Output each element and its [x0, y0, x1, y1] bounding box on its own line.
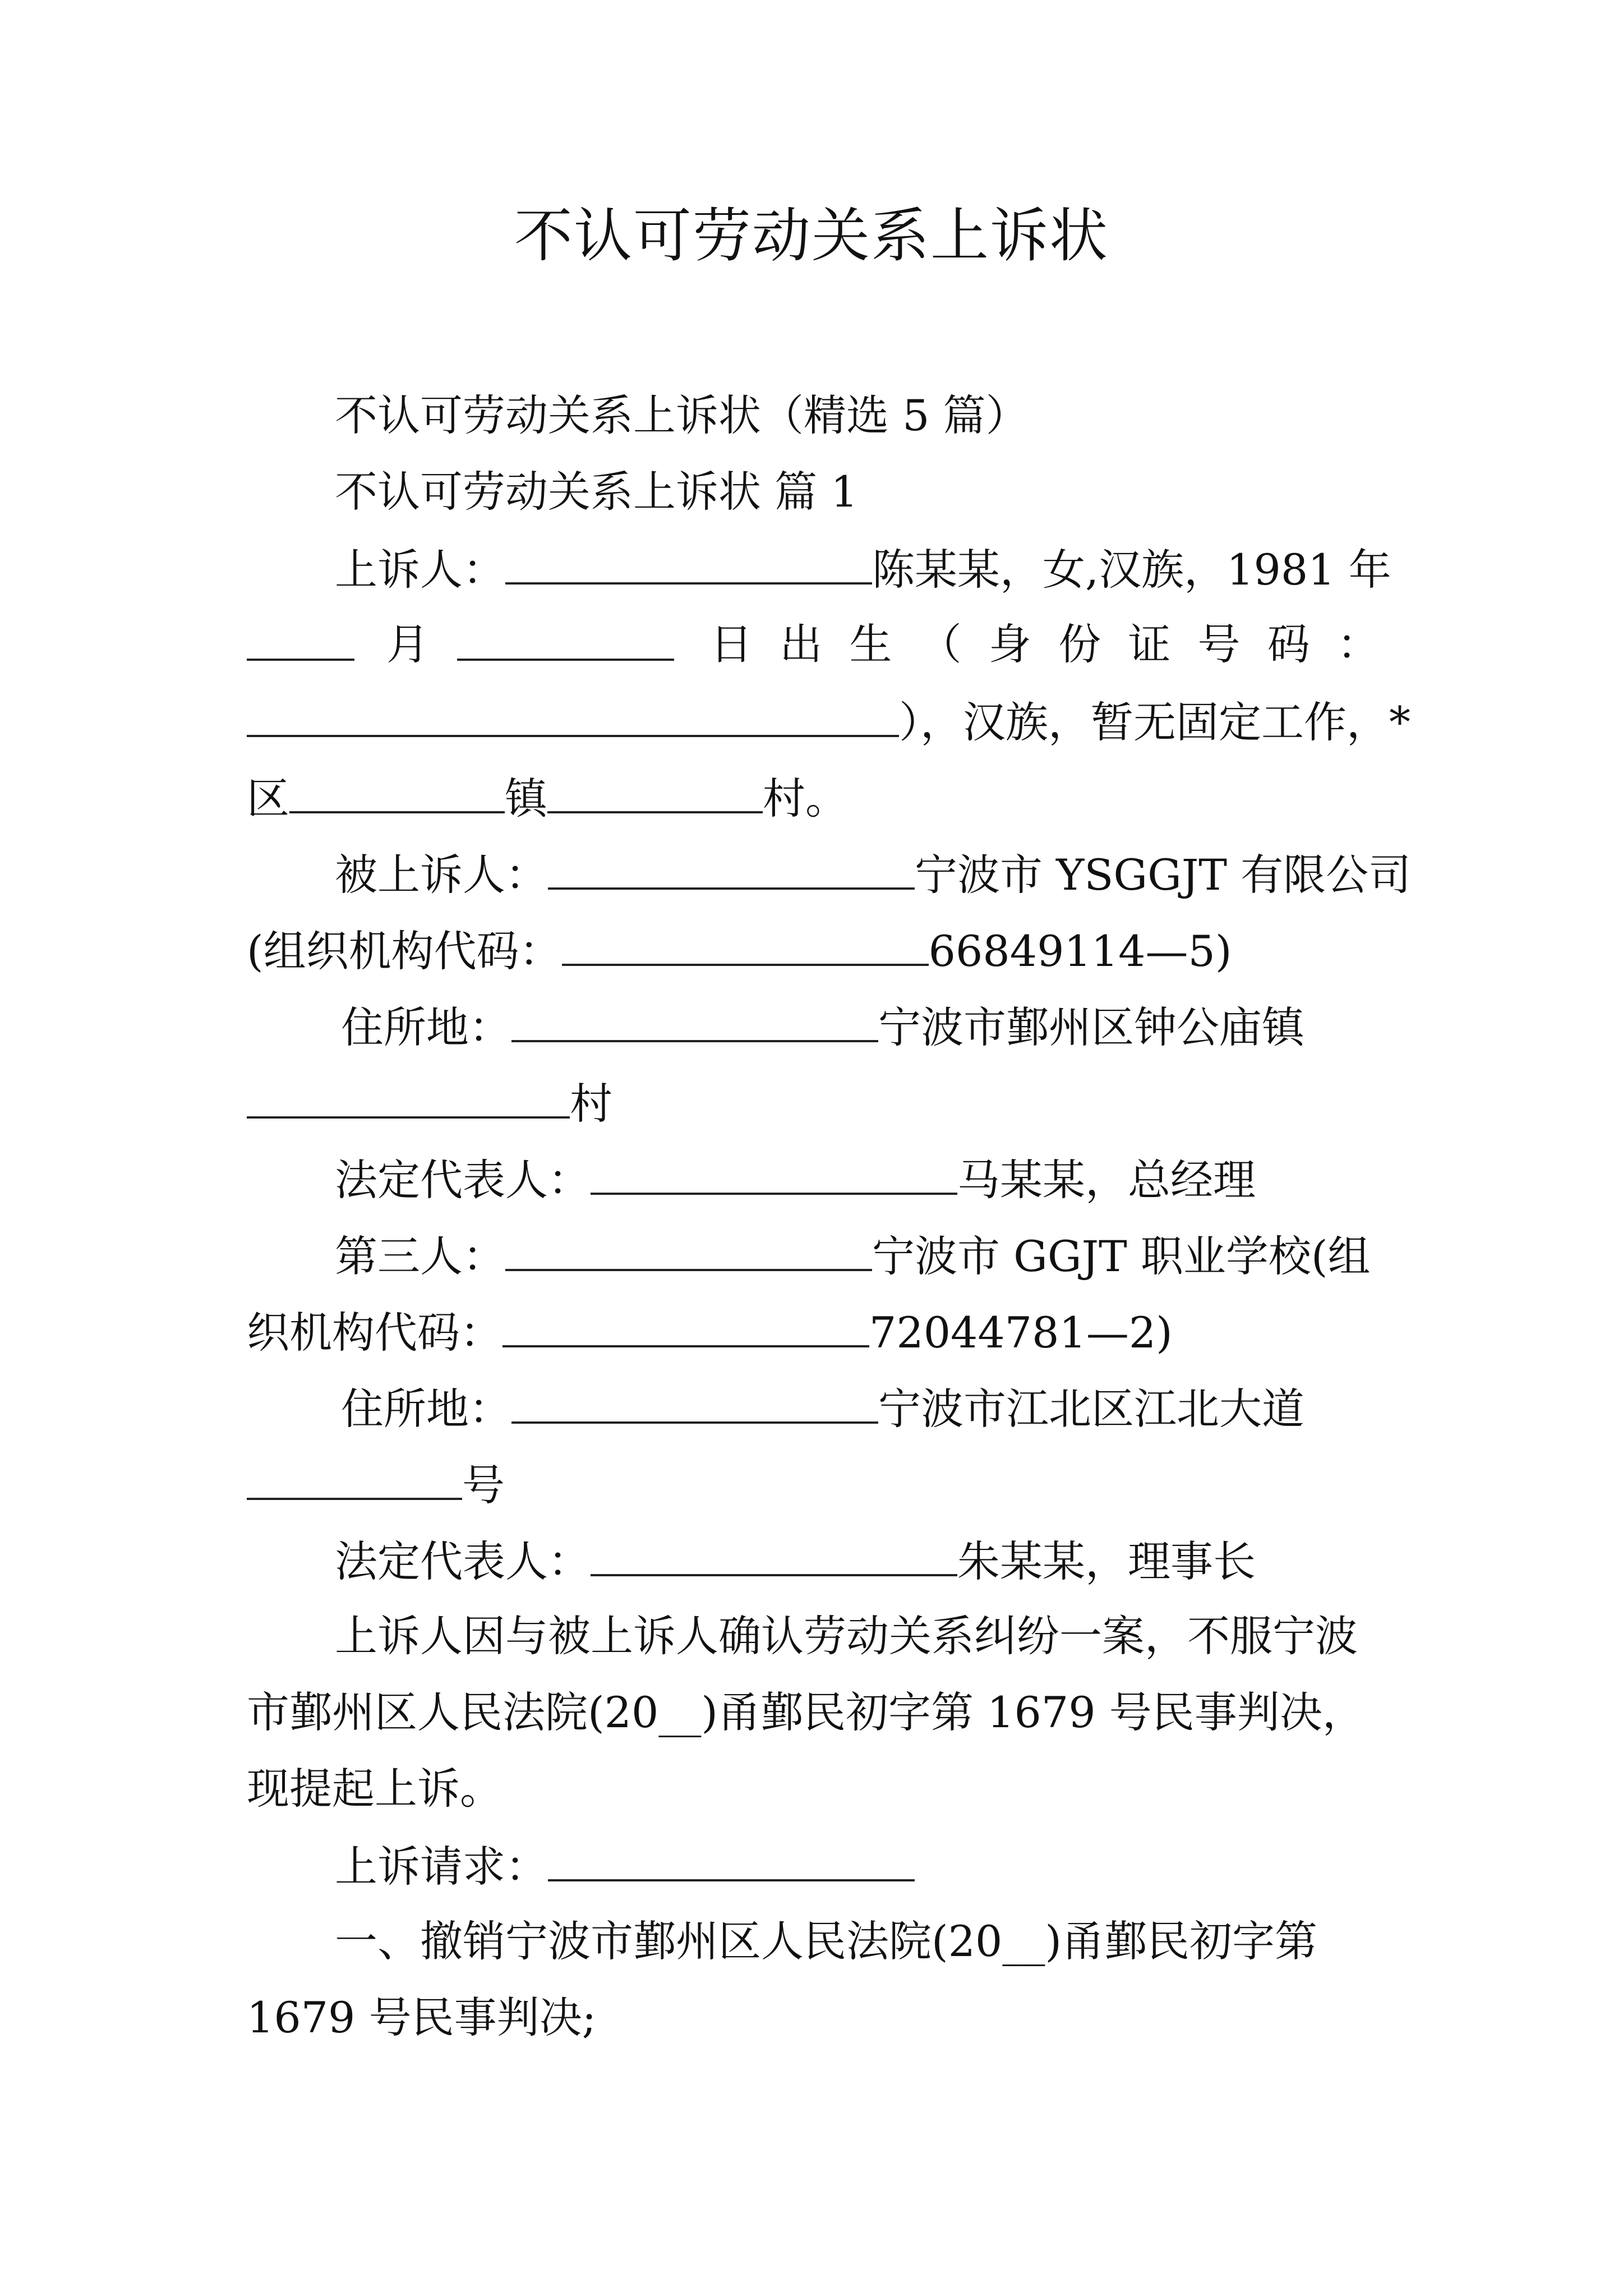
blank-field: [247, 1071, 570, 1119]
paragraph-line: 市鄞州区人民法院(20__)甬鄞民初字第 1679 号民事判决，: [247, 1687, 1365, 1737]
legal-rep2-text: 朱某某，理事长: [957, 1536, 1256, 1586]
blank-field: [505, 537, 872, 585]
residence2-tail-line: [247, 1453, 505, 1515]
blank-field: [511, 995, 878, 1042]
paragraph-line: 上诉人因与被上诉人确认劳动关系纠纷一案，不服宁波: [335, 1611, 1358, 1661]
org-code-line: [247, 919, 1232, 981]
id-tail: ），汉族，暂无固定工作，*: [899, 697, 1410, 747]
char: 号: [1197, 619, 1241, 669]
residence2-tail: 号: [462, 1460, 505, 1510]
blank-field: [547, 766, 763, 813]
appellant-line: [335, 537, 1391, 599]
birth-line: [710, 614, 1380, 675]
blank-field: [505, 1224, 872, 1271]
blank-field: [548, 1834, 915, 1881]
third-code-line: [247, 1300, 1173, 1362]
blank-field: [457, 614, 674, 661]
char: 证: [1128, 619, 1171, 669]
blank-field: [548, 843, 915, 890]
residence2-label: 住所地：: [341, 1384, 511, 1434]
blank-field: [511, 1377, 878, 1424]
char: 码: [1267, 619, 1310, 669]
document-title: 不认可劳动关系上诉状: [514, 201, 1109, 270]
blank-field: [591, 1148, 957, 1195]
residence2-text: 宁波市江北区江北大道: [878, 1384, 1304, 1434]
village-label: 村。: [763, 774, 848, 823]
appellant-label: 上诉人：: [335, 545, 505, 595]
char: 身: [988, 619, 1031, 669]
district-label: 区: [247, 774, 289, 823]
blank-field: [289, 766, 505, 813]
blank-field: [591, 1529, 957, 1576]
blank-field: [247, 690, 899, 737]
residence-label: 住所地：: [341, 1002, 511, 1052]
appellant-info: 陈某某，女,汉族，1981 年: [872, 545, 1391, 595]
char: 日: [710, 619, 753, 669]
appellee-name: 宁波市 YSGGJT 有限公司: [915, 850, 1412, 900]
legal-rep2-line: [335, 1529, 1256, 1591]
third-code-label: 织机构代码：: [247, 1308, 502, 1358]
blank-field: [247, 1453, 462, 1500]
residence-tail: 村: [570, 1079, 612, 1129]
town-label: 镇: [505, 774, 547, 823]
section-heading: 不认可劳动关系上诉状 篇 1: [335, 467, 858, 517]
char: 份: [1058, 619, 1101, 669]
residence-text: 宁波市鄞州区钟公庙镇: [878, 1002, 1304, 1052]
legal-rep-text: 马某某，总经理: [957, 1155, 1256, 1205]
subtitle: 不认可劳动关系上诉状（精选 5 篇）: [335, 390, 1029, 440]
blank-field: [562, 919, 929, 966]
id-line: [247, 690, 1410, 752]
month-label: 月: [386, 619, 429, 669]
blank-day: [457, 614, 674, 675]
appellee-label: 被上诉人：: [335, 850, 548, 900]
char: 出: [780, 619, 823, 669]
legal-rep-line: [335, 1148, 1256, 1209]
request-item-line: 一、撤销宁波市鄞州区人民法院(20__)甬鄞民初字第: [335, 1916, 1318, 1966]
paragraph-line: 现提起上诉。: [247, 1764, 502, 1814]
char: 生: [849, 619, 892, 669]
third-party-line: [335, 1224, 1371, 1286]
blank-field: [247, 614, 354, 661]
blank-field: [502, 1300, 869, 1347]
residence2-line: [341, 1377, 1304, 1438]
third-party-label: 第三人：: [335, 1231, 505, 1281]
third-code: 72044781—2): [869, 1308, 1173, 1358]
residence-tail-line: [247, 1071, 612, 1133]
org-code-label: (组织机构代码：: [247, 926, 562, 976]
residence-line: [341, 995, 1304, 1057]
appellee-line: [335, 843, 1411, 904]
char: （: [919, 619, 962, 669]
request-item-line: 1679 号民事判决;: [247, 1993, 597, 2042]
request-line: [335, 1834, 915, 1896]
blank-month: [247, 614, 354, 675]
third-party-name: 宁波市 GGJT 职业学校(组: [872, 1231, 1371, 1281]
legal-rep-label: 法定代表人：: [335, 1155, 591, 1205]
request-label: 上诉请求：: [335, 1842, 548, 1892]
address-line: [247, 766, 848, 828]
legal-rep2-label: 法定代表人：: [335, 1536, 591, 1586]
char: ：: [1336, 619, 1380, 669]
org-code: 66849114—5): [928, 926, 1232, 976]
